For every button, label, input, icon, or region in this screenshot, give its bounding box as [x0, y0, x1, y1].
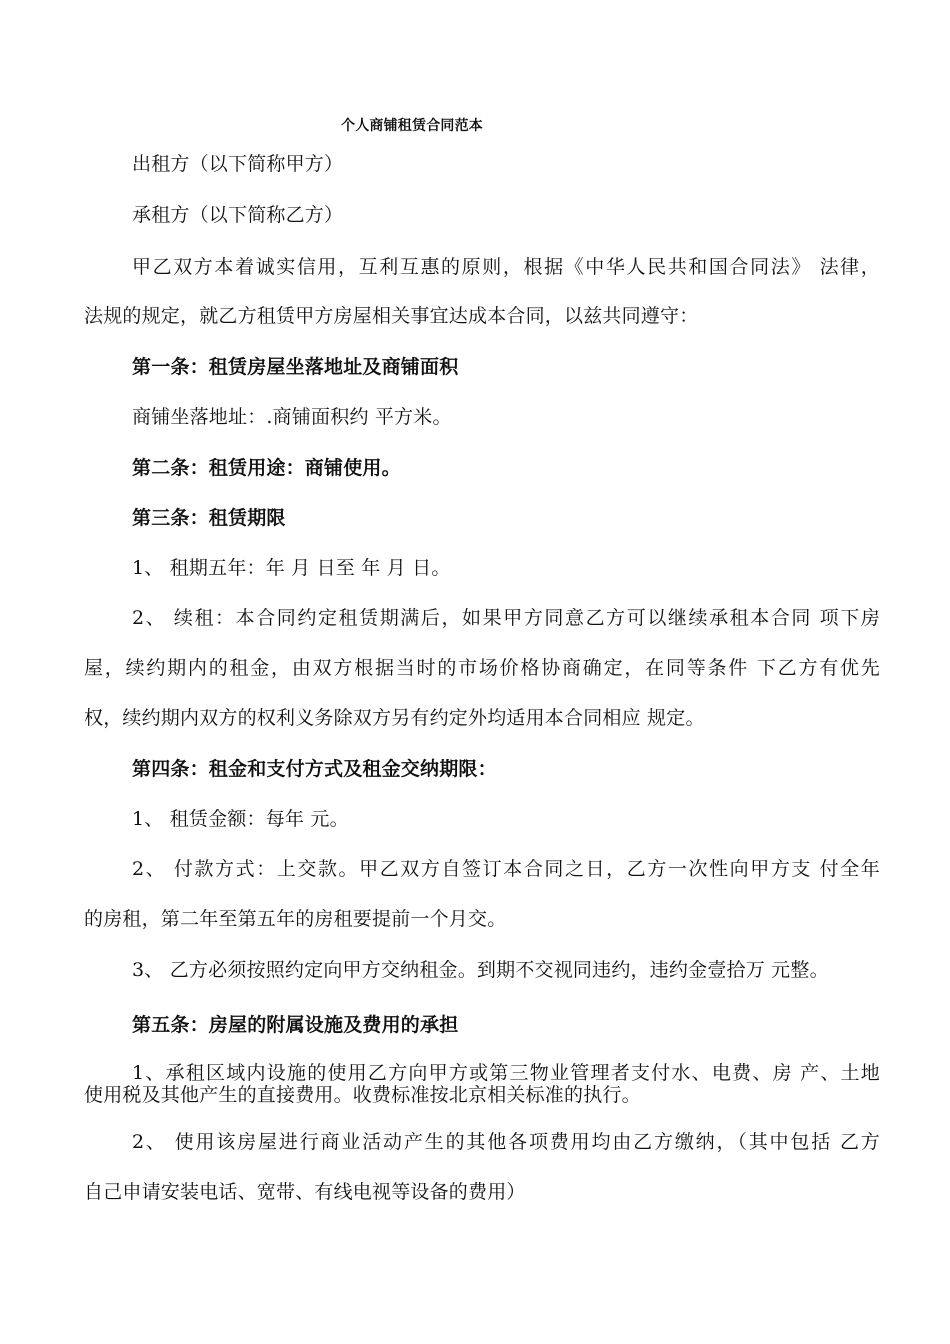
article-1-heading: 第一条：租赁房屋坐落地址及商铺面积 — [132, 356, 459, 378]
article-4-item-3: 3、 乙方必须按照约定向甲方交纳租金。到期不交视同违约，违约金壹拾万 元整。 — [132, 959, 829, 981]
article-4-heading: 第四条：租金和支付方式及租金交纳期限： — [132, 758, 497, 780]
article-3-heading: 第三条：租赁期限 — [132, 507, 286, 529]
article-3-item-2-line-2: 屋，续约期内的租金，由双方根据当时的市场价格协商确定，在同等条件 下乙方有优先 — [84, 657, 880, 679]
preamble-line-2: 法规的规定，就乙方租赁甲方房屋相关事宜达成本合同，以兹共同遵守： — [84, 305, 699, 327]
article-5-item-1-line-2: 使用税及其他产生的直接费用。收费标准按北京相关标准的执行。 — [84, 1084, 641, 1106]
document-title: 个人商铺租赁合同范本 — [341, 118, 483, 134]
article-3-item-1: 1、 租期五年：年 月 日至 年 月 日。 — [132, 557, 451, 579]
article-4-item-2-line-1: 2、 付款方式：上交款。甲乙双方自签订本合同之日，乙方一次性向甲方支 付全年 — [132, 858, 880, 880]
article-2-heading: 第二条：租赁用途：商铺使用。 — [132, 457, 401, 479]
article-3-item-2-line-1: 2、 续租：本合同约定租赁期满后，如果甲方同意乙方可以继续承租本合同 项下房 — [132, 607, 880, 629]
article-3-item-2-line-3: 权，续约期内双方的权利义务除双方另有约定外均适用本合同相应 规定。 — [84, 707, 705, 729]
article-5-heading: 第五条：房屋的附属设施及费用的承担 — [132, 1014, 459, 1036]
article-1-address: 商铺坐落地址：.商铺面积约 平方米。 — [132, 406, 452, 428]
preamble-line-1: 甲乙双方本着诚实信用，互利互惠的原则，根据《中华人民共和国合同法》 法律， — [132, 256, 880, 278]
article-5-item-1-line-1: 1、承租区域内设施的使用乙方向甲方或第三物业管理者支付水、电费、房 产、土地 — [132, 1062, 880, 1084]
lessor-line: 出租方（以下简称甲方） — [132, 153, 344, 175]
article-4-item-1: 1、 租赁金额：每年 元。 — [132, 808, 349, 830]
article-5-item-2-line-1: 2、 使用该房屋进行商业活动产生的其他各项费用均由乙方缴纳，（其中包括 乙方 — [132, 1131, 880, 1153]
article-5-item-2-line-2: 自己申请安装电话、宽带、有线电视等设备的费用） — [84, 1181, 526, 1203]
lessee-line: 承租方（以下简称乙方） — [132, 204, 344, 226]
article-4-item-2-line-2: 的房租，第二年至第五年的房租要提前一个月交。 — [84, 908, 507, 930]
